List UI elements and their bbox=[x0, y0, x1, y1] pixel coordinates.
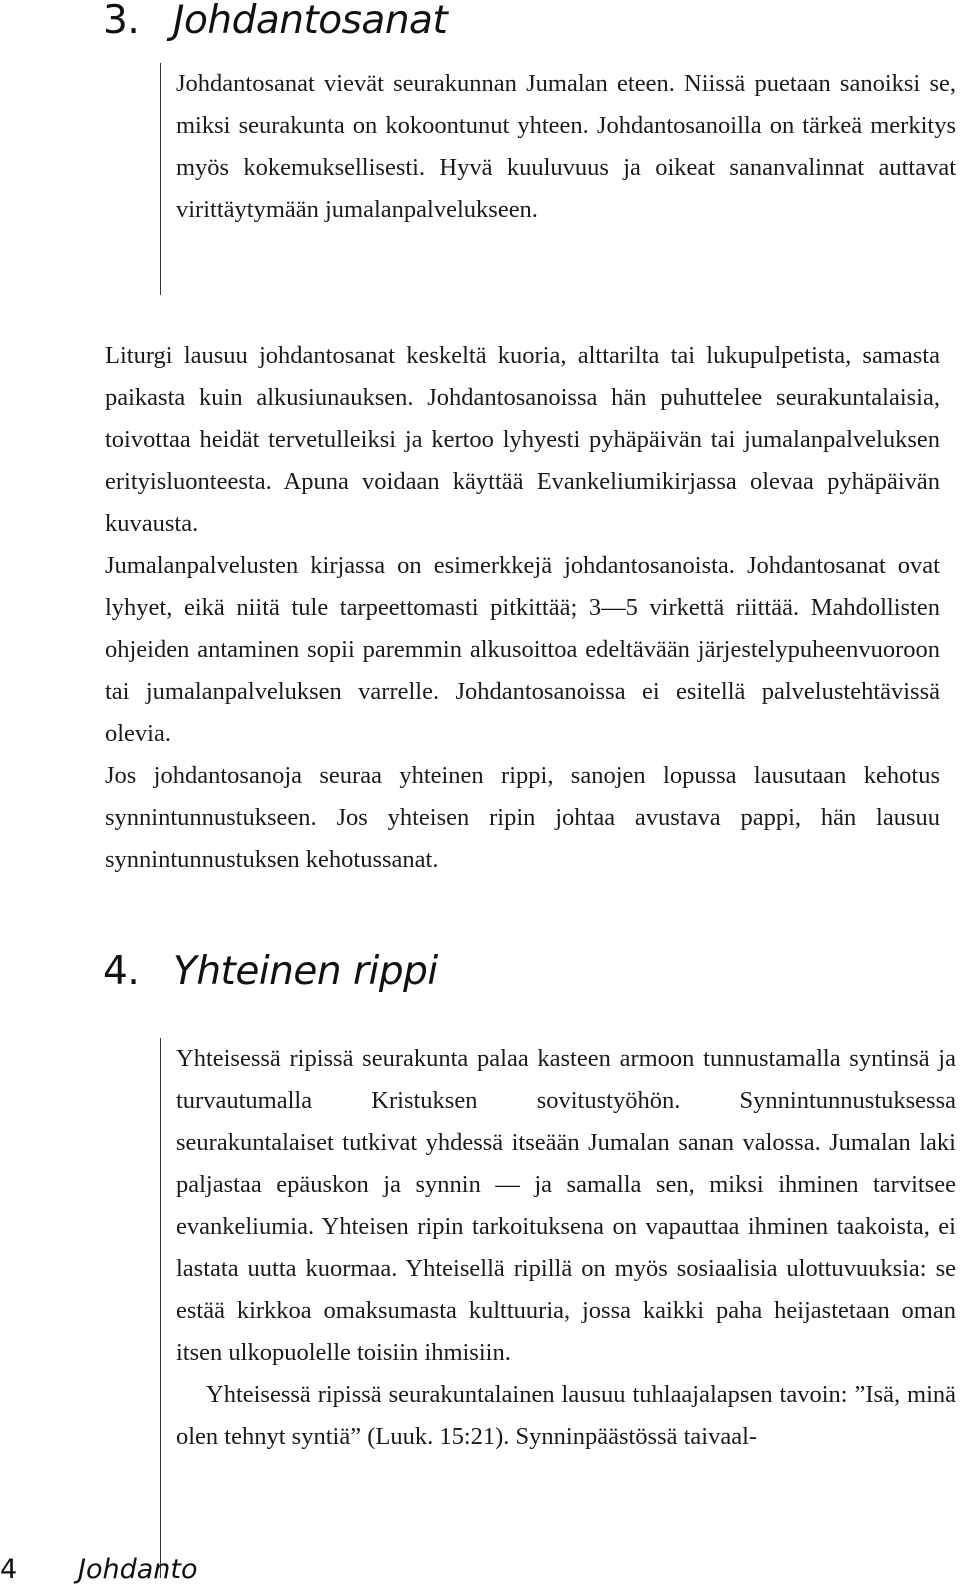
section-4-heading bbox=[103, 950, 438, 994]
section-3-heading bbox=[103, 0, 447, 43]
page-footer bbox=[0, 1550, 198, 1590]
section-3-number: 3. bbox=[103, 0, 140, 43]
section-3-paragraph-1: Liturgi lausuu johdantosanat keskeltä kuoria, alttarilta tai lukupulpetista, samasta paikasta kuin alkusiunauksen. Johdantosanoissa hän puhuttelee seurakuntalaisia, toivottaa heidät tervetulleiksi ja kertoo lyhyesti pyhäpäivän tai jumalanpalveluksen erityisluonteesta. Apuna voidaan käyttää Evankeliumikirjassa olevaa pyhäpäivän kuvausta. bbox=[105, 342, 940, 537]
section-3-paragraph-2: Jumalanpalvelusten kirjassa on esimerkkejä johdantosanoista. Johdantosanat ovat lyhyet, eikä niitä tule tarpeettomasti pitkittää; 3—5 virkettä riittää. Mahdollisten ohjeiden antaminen sopii paremmin alkusoittoa edeltävään järjestelypuheenvuoroon tai jumalanpalveluksen varrelle. Johdantosanoissa ei esitellä palvelustehtävissä olevia. bbox=[105, 552, 940, 747]
section-4-intro bbox=[160, 1038, 956, 1578]
running-head: Johdanto bbox=[78, 1554, 198, 1585]
section-3-body bbox=[105, 335, 940, 881]
section-4-intro-paragraph-1: Yhteisessä ripissä seurakunta palaa kasteen armoon tunnustamalla syntinsä ja turvautumalla Kristuksen sovitustyöhön. Synnintunnustuksessa seurakuntalaiset tutkivat yhdessä itseään Jumalan sanan valossa. Jumalan laki paljastaa epäuskon ja synnin — ja samalla sen, miksi ihminen tarvitsee evankeliumia. Yhteisen ripin tarkoituksena on vapauttaa ihminen taakoista, ei lastata uutta kuormaa. Yhteisellä ripillä on myös sosiaalisia ulottuvuuksia: se estää kirkkoa omaksumasta kulttuuria, jossa kaikki paha heijastetaan oman itsen ulkopuolelle toisiin ihmisiin. bbox=[176, 1045, 956, 1366]
section-4-title: Yhteinen rippi bbox=[173, 949, 438, 994]
section-3-intro-text: Johdantosanat vievät seurakunnan Jumalan eteen. Niissä puetaan sanoiksi se, miksi seurakunta on kokoontunut yhteen. Johdantosanoilla on tärkeä merkitys myös kokemuksellisesti. Hyvä kuuluvuus ja oikeat sananvalinnat auttavat virittäytymään jumalanpalvelukseen. bbox=[176, 70, 956, 223]
section-3-intro bbox=[160, 63, 956, 295]
section-4-number: 4. bbox=[103, 949, 140, 994]
section-3-title: Johdantosanat bbox=[173, 0, 448, 43]
section-4-intro-paragraph-2: Yhteisessä ripissä seurakuntalainen lausuu tuhlaajalapsen tavoin: ”Isä, minä olen tehnyt syntiä” (Luuk. 15:21). Synninpäästössä taivaal- bbox=[176, 1381, 956, 1450]
section-3-paragraph-3: Jos johdantosanoja seuraa yhteinen rippi, sanojen lopussa lausutaan kehotus synnintunnustukseen. Jos yhteisen ripin johtaa avustava pappi, hän lausuu synnintunnustuksen kehotussanat. bbox=[105, 762, 940, 873]
page-number: 4 bbox=[0, 1554, 18, 1585]
